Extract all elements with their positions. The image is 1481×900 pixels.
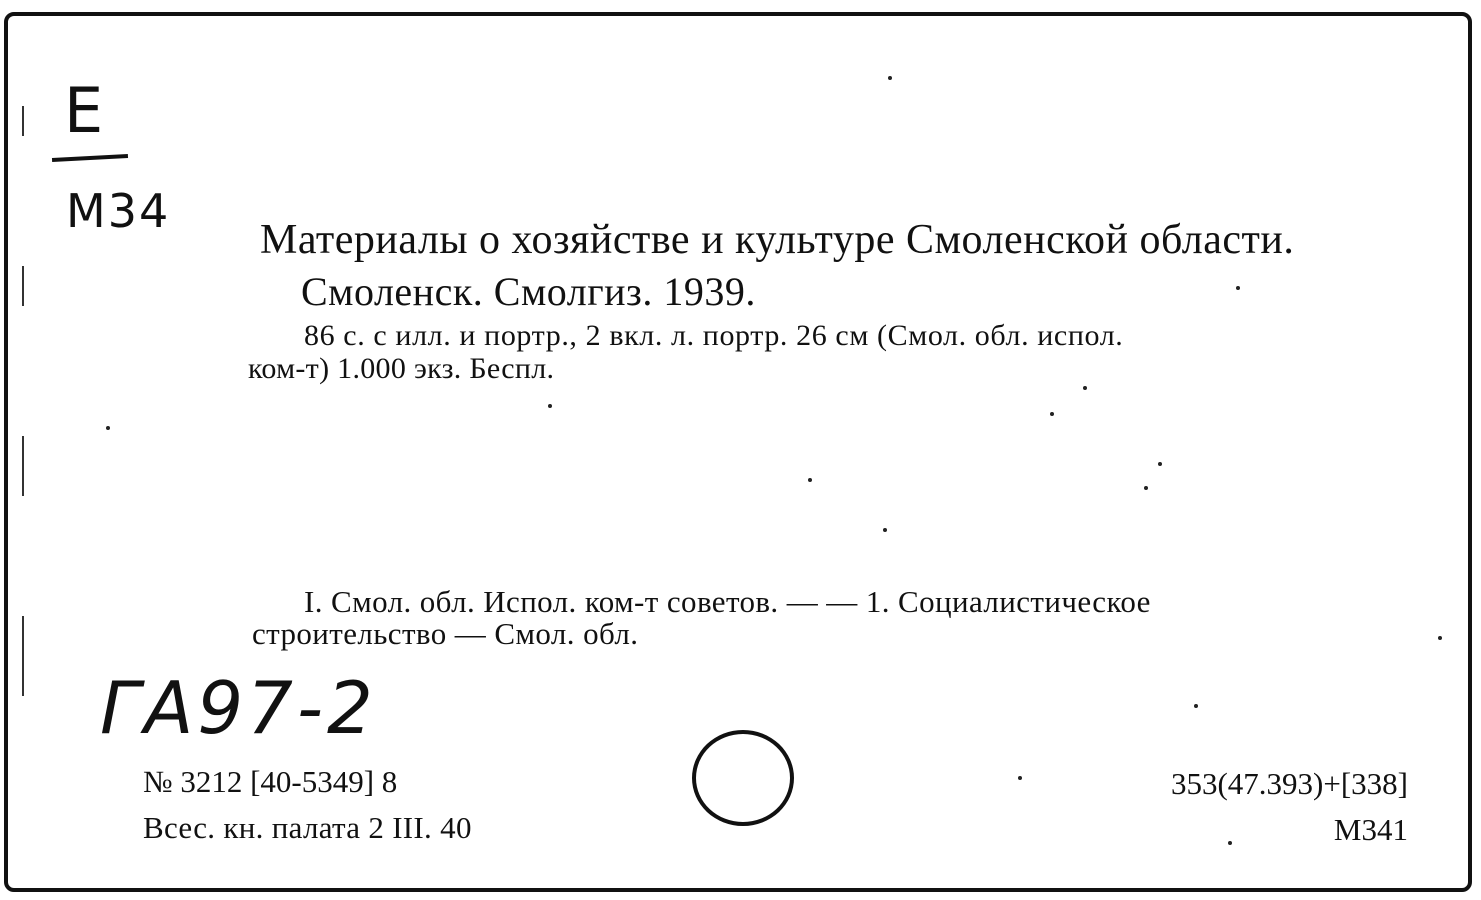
scan-artifact (22, 436, 24, 496)
scan-speck (1018, 776, 1022, 780)
catalog-card (4, 12, 1472, 892)
scan-artifact (22, 616, 24, 696)
description-line-2: ком-т) 1.000 экз. Беспл. (248, 352, 555, 385)
scan-speck (808, 478, 812, 482)
handwritten-code: ГА97-2 (100, 666, 377, 750)
classification-code: 353(47.393)+[338] (1170, 766, 1408, 801)
scan-speck (1158, 462, 1162, 466)
scan-speck (1236, 286, 1240, 290)
scan-speck (106, 426, 110, 430)
scan-speck (1228, 841, 1232, 845)
description-line-1: 86 с. с илл. и портр., 2 вкл. л. портр. 26 см (Смол. обл. испол. (304, 319, 1124, 352)
book-chamber-note: Всес. кн. палата 2 III. 40 (143, 810, 472, 845)
scan-speck (1438, 636, 1442, 640)
title-line-1: Материалы о хозяйстве и культуре Смоленской области. (260, 217, 1295, 263)
scan-speck (888, 76, 892, 80)
card-hole-circle (692, 730, 794, 826)
registration-number: № 3212 [40-5349] 8 (143, 764, 398, 799)
scan-speck (1050, 412, 1054, 416)
shelf-mark-code: M34 (66, 184, 171, 238)
subjects-line-2: строительство — Смол. обл. (252, 616, 639, 651)
author-mark: М341 (1333, 812, 1408, 847)
title-line-2: Смоленск. Смолгиз. 1939. (301, 269, 756, 314)
shelf-mark-letter: E (64, 74, 104, 147)
scan-speck (883, 528, 887, 532)
scan-speck (548, 404, 552, 408)
scan-speck (1194, 704, 1198, 708)
scan-artifact (22, 106, 24, 136)
scan-speck (1144, 486, 1148, 490)
scan-speck (1083, 386, 1087, 390)
shelf-mark-underline (52, 154, 128, 162)
subjects-line-1: I. Смол. обл. Испол. ком-т советов. — — 1. Социалистическое (304, 584, 1151, 619)
scan-artifact (22, 266, 24, 306)
